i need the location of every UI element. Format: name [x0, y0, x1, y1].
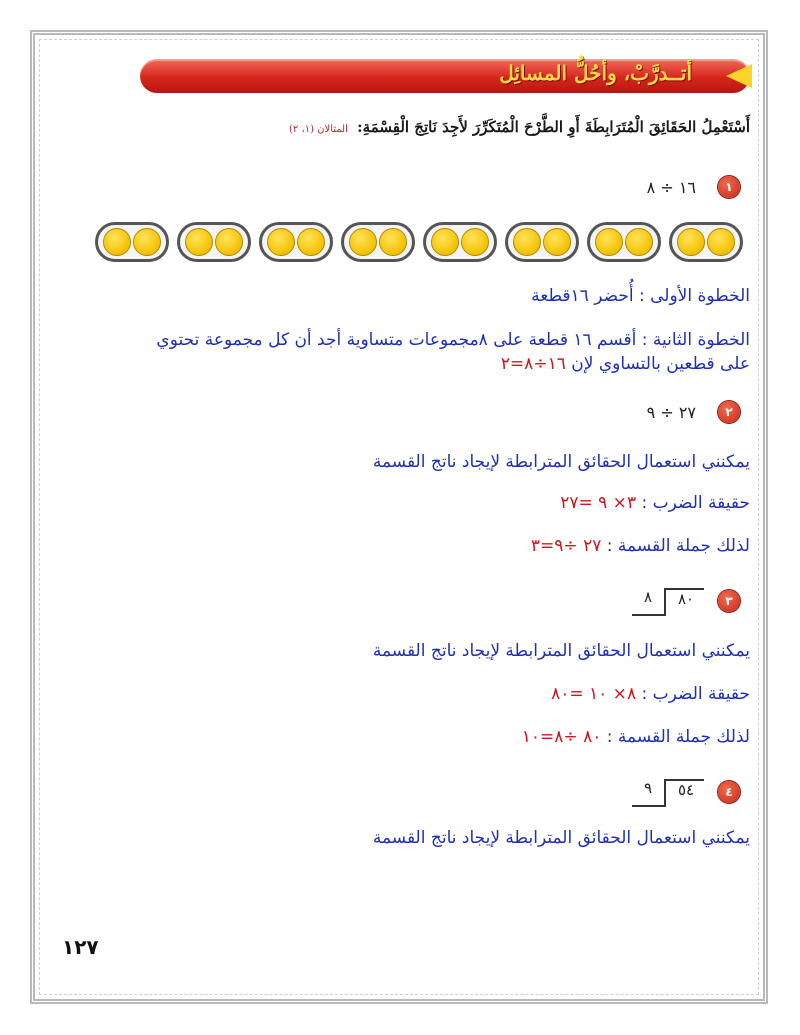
instruction-reference: المثالان (١، ٢) — [289, 124, 348, 135]
instruction-line — [289, 118, 750, 136]
question-1-number: ١ — [718, 176, 740, 198]
q4-division-underline — [632, 805, 666, 807]
question-2-number: ٢ — [718, 401, 740, 423]
q1-step-2-equation: ١٦÷٨=٢ — [500, 354, 566, 374]
q3-sentence-value: ٨٠ ÷٨=١٠ — [521, 727, 602, 747]
counter-circle — [297, 228, 325, 256]
q3-dividend: ٨٠ — [677, 590, 695, 608]
counter-tray — [259, 222, 333, 262]
counter-circle — [625, 228, 653, 256]
counter-circle — [513, 228, 541, 256]
instruction-text: أَسْتَعْمِلُ الحَقَائِقَ الْمُتَرَابِطَةَ أَوِ الطَّرْحَ الْمُتَكَرِّرَ لأَجِدَ نَاتِجَ الْقِسْمَةِ: — [357, 118, 750, 136]
counter-tray — [505, 222, 579, 262]
question-3-number: ٣ — [718, 590, 740, 612]
q1-step-1: الخطوة الأولى : أُحضر ١٦قطعة — [531, 286, 750, 306]
q3-sentence — [522, 727, 750, 747]
counter-circle — [103, 228, 131, 256]
q2-fact-label: حقيقة الضرب : — [636, 493, 750, 513]
counter-circle — [595, 228, 623, 256]
counter-circle — [133, 228, 161, 256]
page-border — [30, 30, 768, 1004]
q3-fact — [551, 684, 750, 704]
counter-circle — [349, 228, 377, 256]
page-number: ١٢٧ — [62, 935, 99, 959]
q3-method: يمكنني استعمال الحقائق المترابطة لإيجاد ناتج القسمة — [372, 641, 750, 661]
q3-fact-label: حقيقة الضرب : — [636, 684, 750, 704]
question-4-number: ٤ — [718, 781, 740, 803]
q4-divisor: ٩ — [643, 779, 653, 797]
counter-tray — [341, 222, 415, 262]
q2-sentence — [531, 536, 750, 556]
q3-fact-value: ٨× ١٠ =٨٠ — [551, 684, 637, 704]
question-1-expression: ١٦ ÷ ٨ — [646, 178, 696, 197]
q3-division-bar — [664, 588, 666, 614]
counter-circle — [267, 228, 295, 256]
q1-step-2-line-2 — [501, 354, 750, 374]
counter-circle — [185, 228, 213, 256]
question-2-expression: ٢٧ ÷ ٩ — [646, 403, 696, 422]
counter-circle — [431, 228, 459, 256]
banner-arrow-icon — [726, 64, 752, 88]
counter-tray — [669, 222, 743, 262]
q1-step-2-prefix: على قطعين بالتساوي لإن — [565, 354, 750, 374]
q2-sentence-value: ٢٧ ÷٩=٣ — [530, 536, 602, 556]
counter-circle — [677, 228, 705, 256]
q4-method: يمكنني استعمال الحقائق المترابطة لإيجاد ناتج القسمة — [372, 828, 750, 848]
counter-tray — [177, 222, 251, 262]
counter-trays — [95, 222, 750, 266]
q3-sentence-label: لذلك جملة القسمة : — [601, 727, 750, 747]
counter-tray — [423, 222, 497, 262]
banner-title: أتــدرَّبْ، وأحُلُّ المسائِل — [499, 61, 692, 85]
section-banner — [140, 59, 750, 93]
counter-circle — [461, 228, 489, 256]
counter-circle — [379, 228, 407, 256]
counter-tray — [95, 222, 169, 262]
q4-dividend: ٥٤ — [677, 781, 695, 799]
counter-tray — [587, 222, 661, 262]
q2-fact — [560, 493, 750, 513]
q2-fact-value: ٣× ٩ =٢٧ — [560, 493, 637, 513]
q2-sentence-label: لذلك جملة القسمة : — [601, 536, 750, 556]
counter-circle — [707, 228, 735, 256]
counter-circle — [543, 228, 571, 256]
q3-division-underline — [632, 614, 666, 616]
q4-division-bar — [664, 779, 666, 805]
q1-step-2-line-1: الخطوة الثانية : أقسم ١٦ قطعة على ٨مجموعات متساوية أجد أن كل مجموعة تحتوي — [156, 330, 750, 350]
q2-method: يمكنني استعمال الحقائق المترابطة لإيجاد ناتج القسمة — [372, 452, 750, 472]
q3-divisor: ٨ — [643, 588, 653, 606]
counter-circle — [215, 228, 243, 256]
